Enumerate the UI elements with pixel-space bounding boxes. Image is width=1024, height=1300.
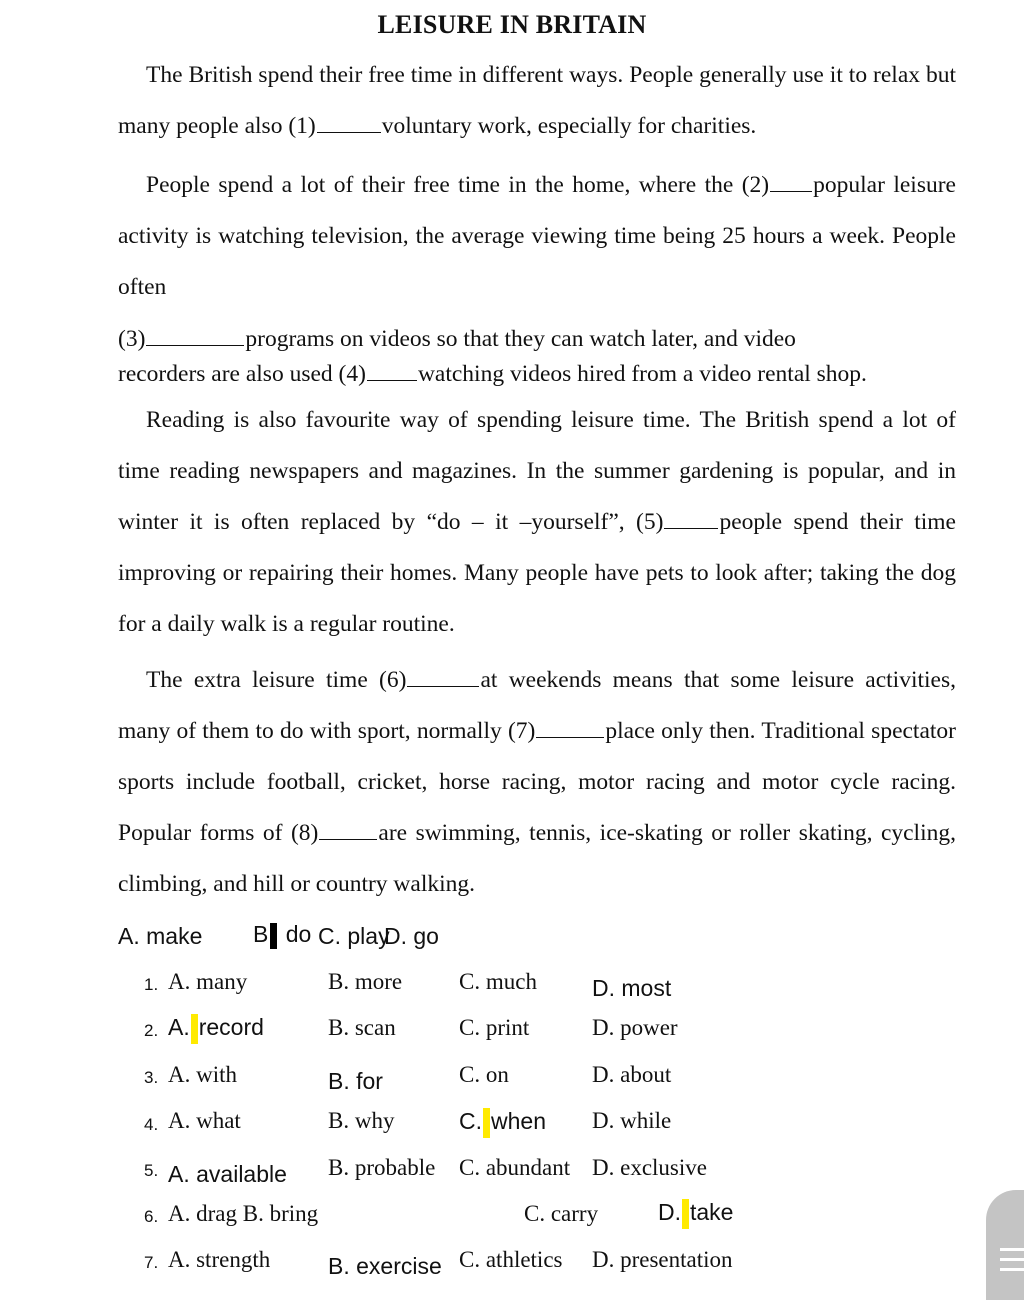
paragraph-3-text-b: programs on videos so that they can watch later, and video xyxy=(245,326,796,352)
q3-option-c: C. on xyxy=(459,1062,509,1087)
q4-option-d: D. while xyxy=(592,1108,672,1133)
q4-option-b: B. why xyxy=(328,1108,395,1133)
q5-option-c: C. abundant xyxy=(459,1155,571,1180)
paragraph-1 xyxy=(118,50,956,152)
paragraph-3-text-c: recorders are also used (4) xyxy=(118,361,366,387)
paragraph-5-text-c: place only then. Traditional spectator sports include football, cricket, horse racing, motor racing and motor cycle racing. Popular forms of (8) xyxy=(118,718,956,846)
q6-option-ab: A. drag B. bring xyxy=(168,1201,319,1226)
q6-option-c: C. carry xyxy=(524,1201,599,1226)
q0-option-d: D. go xyxy=(384,923,439,949)
q1-option-c: C. much xyxy=(459,969,537,994)
paragraph-4 xyxy=(118,395,956,650)
q2-option-c: C. print xyxy=(459,1015,530,1040)
paragraph-3-text-d: watching videos hired from a video rental shop. xyxy=(417,361,867,387)
paragraph-5-text-a: The extra leisure time (6) xyxy=(146,667,407,693)
paragraph-3 xyxy=(118,322,956,392)
highlight-mark xyxy=(682,1199,689,1229)
paragraph-2 xyxy=(118,160,956,313)
blank-5 xyxy=(664,527,718,529)
grip-line xyxy=(1000,1268,1024,1271)
q1-option-a: A. many xyxy=(168,969,248,994)
q0-option-b-letter: B xyxy=(253,921,269,947)
paragraph-2-text-b: popular leisure activity is watching television, the average viewing time being 25 hours a week. People often xyxy=(118,172,956,300)
blank-2 xyxy=(770,190,812,192)
blank-7 xyxy=(536,736,604,738)
q6-option-d xyxy=(658,1199,733,1229)
q6-number: 6. xyxy=(144,1207,159,1226)
q4-option-c-text: when xyxy=(491,1108,546,1135)
q7-option-c: C. athletics xyxy=(459,1247,563,1272)
blank-4 xyxy=(367,379,417,381)
paragraph-1-text-b: voluntary work, especially for charities. xyxy=(381,113,757,139)
q4-option-c xyxy=(459,1108,546,1138)
grip-line xyxy=(1000,1248,1024,1251)
blank-6 xyxy=(407,685,479,687)
q5-option-b: B. probable xyxy=(328,1155,436,1180)
q3-number: 3. xyxy=(144,1068,159,1087)
q7-option-d: D. presentation xyxy=(592,1247,733,1272)
blank-3 xyxy=(146,344,244,346)
q1-option-b: B. more xyxy=(328,969,403,994)
q4-option-c-letter: C. xyxy=(459,1108,482,1135)
q2-option-b: B. scan xyxy=(328,1015,396,1040)
q1-number: 1. xyxy=(144,975,159,994)
page-title: LEISURE IN BRITAIN xyxy=(377,10,647,39)
paragraph-2-text-a: People spend a lot of their free time in the home, where the (2) xyxy=(146,172,770,198)
q7-option-a: A. strength xyxy=(168,1247,271,1272)
q7-number: 7. xyxy=(144,1253,159,1272)
blank-8 xyxy=(319,838,377,840)
q2-option-a xyxy=(168,1014,264,1044)
q2-option-a-letter: A. xyxy=(168,1014,190,1041)
q4-option-a: A. what xyxy=(168,1108,241,1133)
paragraph-5-text-b: at weekends means that some leisure activities, many of them to do with sport, normally (7) xyxy=(118,667,957,744)
q5-option-a: A. available xyxy=(168,1161,287,1187)
q4-number: 4. xyxy=(144,1115,159,1134)
highlight-mark xyxy=(191,1014,198,1044)
q6-option-d-letter: D. xyxy=(658,1199,681,1226)
paragraph-4-text-b: people spend their time improving or repairing their homes. Many people have pets to look after; taking the dog for a daily walk is a regular routine. xyxy=(118,509,956,637)
paragraph-4-text-a: Reading is also favourite way of spending leisure time. The British spend a lot of time reading newspapers and magazines. In the summer gardening is popular, and in winter it is often replaced by “do – it –yourself”, (5) xyxy=(118,407,956,535)
q1-option-d: D. most xyxy=(592,975,672,1001)
q2-option-a-text: record xyxy=(198,1014,264,1041)
q0-option-a: A. make xyxy=(118,923,203,949)
paragraph-5 xyxy=(118,655,956,910)
q5-option-d: D. exclusive xyxy=(592,1155,707,1180)
highlight-mark xyxy=(483,1108,490,1138)
q2-option-d: D. power xyxy=(592,1015,678,1040)
q0-option-b-text: do xyxy=(279,921,312,947)
paragraph-1-text-a: The British spend their free time in different ways. People generally use it to relax but many people also (1) xyxy=(118,62,956,139)
q7-option-b: B. exercise xyxy=(328,1253,442,1279)
scroll-handle[interactable] xyxy=(986,1190,1024,1300)
q2-number: 2. xyxy=(144,1021,159,1040)
q3-option-b: B. for xyxy=(328,1068,383,1094)
paragraph-3-text-a: (3) xyxy=(118,326,146,352)
q5-number: 5. xyxy=(144,1161,159,1180)
blank-1 xyxy=(317,131,381,133)
selection-mark xyxy=(270,923,277,949)
q0-option-c: C. play xyxy=(318,923,390,949)
grip-line xyxy=(1000,1258,1024,1261)
q3-option-d: D. about xyxy=(592,1062,672,1087)
q6-option-d-text: take xyxy=(690,1199,734,1226)
q3-option-a: A. with xyxy=(168,1062,237,1087)
q0-option-b xyxy=(253,921,311,949)
paragraph-5-text-d: are swimming, tennis, ice-skating or roller skating, cycling, climbing, and hill or country walking. xyxy=(118,820,956,897)
